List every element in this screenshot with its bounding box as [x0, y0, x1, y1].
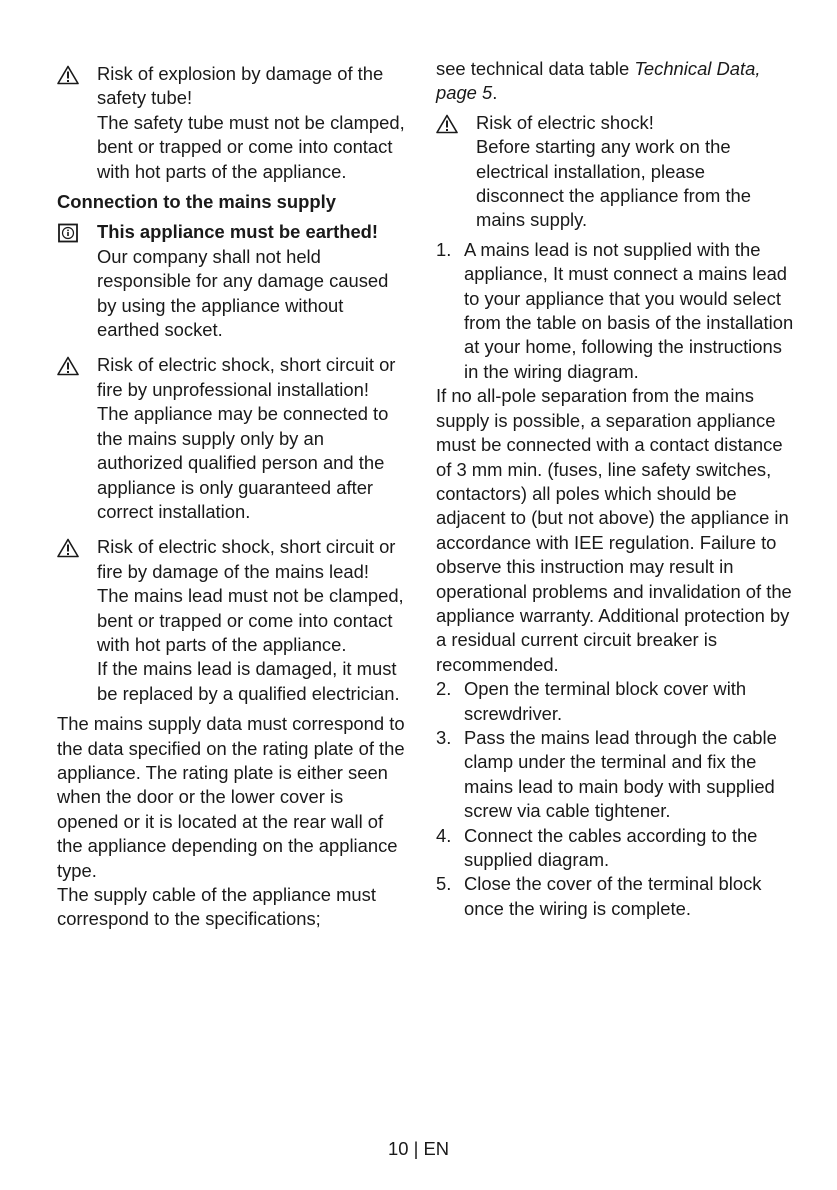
warning-mains-lead — [57, 535, 407, 706]
continuation-end: . — [492, 82, 498, 104]
step-5 — [436, 872, 796, 921]
warning-explosion — [57, 62, 407, 184]
warning-triangle-icon — [436, 114, 458, 134]
warning-title: Risk of explosion by damage of the safety tube! — [97, 63, 384, 109]
left-column — [57, 61, 407, 932]
right-column — [436, 57, 796, 921]
step-text: Open the terminal block cover with screwdriver. — [464, 678, 747, 724]
paragraph-separation: If no all-pole separation from the mains supply is possible, a separation appliance must be connected with a contact distance of 3 mm min. (fuses, line safety switches, contactors) all poles which should be adjacent to (but not above) the appliance in accordance with IEE regulation. Failure to observe this instruction may result in operational problems and invalidation of the appliance warranty. Additional protection by a residual current circuit breaker is recommended. — [436, 385, 792, 675]
step-4 — [436, 824, 796, 873]
step-text: Close the cover of the terminal block once the wiring is complete. — [464, 873, 762, 919]
warning-title: Risk of electric shock, short circuit or fire by unprofessional installation! — [97, 354, 396, 400]
warning-triangle-icon — [57, 356, 79, 376]
section-heading: Connection to the mains supply — [57, 191, 336, 213]
page-number: 10 | EN — [388, 1138, 449, 1159]
warning-body-extra: If the mains lead is damaged, it must be replaced by a qualified electrician. — [97, 658, 400, 704]
warning-body: The safety tube must not be clamped, bent or trapped or come into contact with hot parts of the appliance. — [97, 111, 405, 182]
warning-body: The mains lead must not be clamped, bent or trapped or come into contact with hot parts of the appliance. — [97, 585, 404, 655]
warning-installation — [57, 353, 407, 524]
step-number: 1. — [436, 238, 452, 260]
step-2 — [436, 677, 796, 726]
step-3 — [436, 726, 796, 824]
paragraph-rating-plate: The mains supply data must correspond to the data specified on the rating plate of the appliance. The rating plate is either seen when the door or the lower cover is opened or it is located at the rear wall of the appliance depending on the appliance type. — [57, 713, 405, 881]
warning-body: The appliance may be connected to the mains supply only by an authorized qualified person and the appliance is only guaranteed after correct installation. — [97, 403, 389, 522]
step-text: Pass the mains lead through the cable clamp under the terminal and fix the mains lead to main body with supplied screw via cable tightener. — [464, 726, 777, 822]
warning-body: Before starting any work on the electrical installation, please disconnect the appliance from the mains supply. — [476, 136, 752, 231]
paragraph-supply-cable: The supply cable of the appliance must correspond to the specifications; — [57, 884, 376, 930]
step-1 — [436, 238, 796, 384]
warning-title: Risk of electric shock, short circuit or fire by damage of the mains lead! — [97, 536, 396, 582]
continuation-paragraph — [436, 57, 796, 106]
warning-electric-shock — [436, 111, 796, 233]
step-text: A mains lead is not supplied with the appliance, It must connect a mains lead to your appliance that you would select from the table on basis of the installation at your home, following the instructions in the wiring diagram. — [464, 238, 794, 382]
step-number: 5. — [436, 873, 452, 895]
warning-title: Risk of electric shock! — [476, 111, 654, 133]
info-body: Our company shall not held responsible for any damage caused by using the appliance without earthed socket. — [97, 245, 389, 341]
warning-triangle-icon — [57, 65, 79, 85]
warning-triangle-icon — [57, 538, 79, 558]
continuation-text: see technical data table — [436, 58, 635, 79]
cross-reference-link: Technical Data, page 5 — [436, 58, 761, 104]
step-number: 4. — [436, 824, 452, 846]
step-text: Connect the cables according to the supplied diagram. — [464, 824, 758, 870]
step-number: 3. — [436, 726, 452, 748]
info-earthed — [57, 220, 407, 342]
info-icon — [57, 223, 79, 243]
info-title: This appliance must be earthed! — [97, 221, 379, 243]
step-number: 2. — [436, 678, 452, 700]
